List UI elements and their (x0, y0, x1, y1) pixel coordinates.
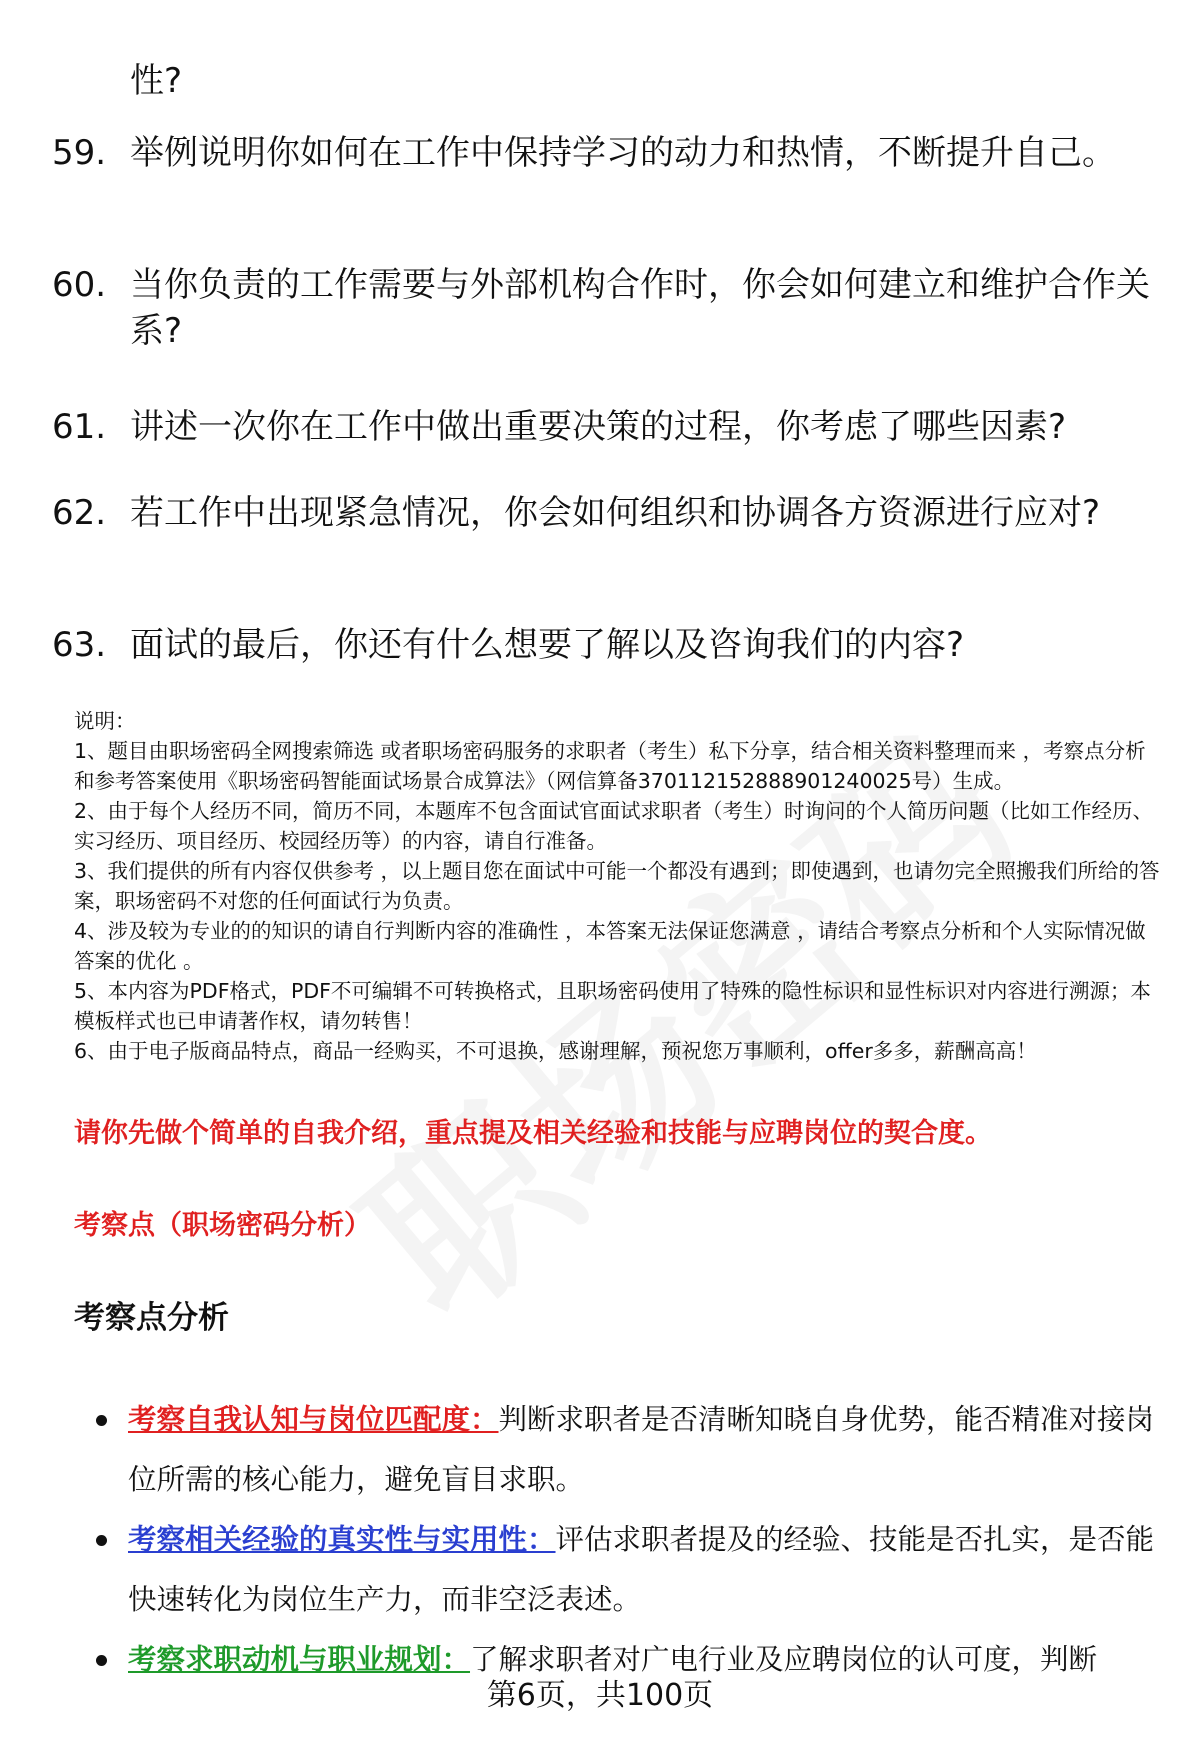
question-text: 面试的最后，你还有什么想要了解以及咨询我们的内容? (130, 625, 965, 665)
question-item (52, 622, 1152, 668)
question-item (52, 130, 1152, 176)
notes-item: 5、本内容为PDF格式，PDF不可编辑不可转换格式，且职场密码使用了特殊的隐性标识和显性标识对内容进行溯源；本模板样式也已申请著作权，请勿转售！ (74, 979, 1151, 1033)
question-number: 61. (52, 407, 107, 447)
question-number: 63. (52, 625, 107, 665)
notes-block (74, 706, 1164, 1066)
bullet-icon (96, 1415, 107, 1426)
notes-item: 3、我们提供的所有内容仅供参考 ，以上题目您在面试中可能一个都没有遇到；即使遇到，也请勿完全照搬我们所给的答案，职场密码不对您的任何面试行为负责。 (74, 859, 1160, 913)
notes-heading: 说明： (74, 709, 136, 733)
interview-question-title: 请你先做个简单的自我介绍，重点提及相关经验和技能与应聘岗位的契合度。 (74, 1118, 992, 1149)
question-number: 60. (52, 265, 107, 305)
question-item (52, 490, 1152, 536)
analysis-point: 考察相关经验的真实性与实用性： (128, 1523, 556, 1556)
notes-item: 2、由于每个人经历不同，简历不同，本题库不包含面试官面试求职者（考生）时询问的个人简历问题（比如工作经历、实习经历、项目经历、校园经历等）的内容，请自行准备。 (74, 799, 1154, 853)
page-footer: 第6页，共100页 (486, 1678, 714, 1713)
question-text: 举例说明你如何在工作中保持学习的动力和热情，不断提升自己。 (130, 133, 1116, 173)
analysis-item (96, 1390, 1156, 1510)
notes-item: 4、涉及较为专业的的知识的请自行判断内容的准确性 ，本答案无法保证您满意 ，请结合考察点分析和个人实际情况做答案的优化 。 (74, 919, 1146, 973)
question-item (52, 262, 1152, 354)
question-text: 若工作中出现紧急情况，你会如何组织和协调各方资源进行应对? (130, 493, 1101, 533)
question-continuation: 性? (130, 61, 183, 101)
analysis-desc: 了解求职者对广电行业及应聘岗位的认可度，判断 (470, 1643, 1098, 1676)
bullet-icon (96, 1535, 107, 1546)
point-subtitle: 考察点（职场密码分析） (74, 1210, 371, 1241)
analysis-point: 考察求职动机与职业规划： (128, 1643, 471, 1676)
analysis-point: 考察自我认知与岗位匹配度： (128, 1403, 499, 1436)
bullet-icon (96, 1655, 107, 1666)
question-number: 59. (52, 133, 107, 173)
question-text: 当你负责的工作需要与外部机构合作时，你会如何建立和维护合作关系? (130, 265, 1150, 351)
analysis-item (96, 1510, 1156, 1630)
analysis-desc: 评估求职者提及的经验、技能是否扎实，是否能快速转化为岗位生产力，而非空泛表述。 (128, 1523, 1155, 1616)
notes-item: 1、题目由职场密码全网搜索筛选 或者职场密码服务的求职者（考生）私下分享，结合相关资料整理而来 ，考察点分析和参考答案使用《职场密码智能面试场景合成算法》（网信算备370112152888901240025号）生成。 (74, 739, 1146, 793)
analysis-desc: 判断求职者是否清晰知晓自身优势，能否精准对接岗位所需的核心能力，避免盲目求职。 (128, 1403, 1155, 1496)
question-item (52, 404, 1152, 450)
analysis-list (96, 1390, 1156, 1690)
question-text: 讲述一次你在工作中做出重要决策的过程，你考虑了哪些因素? (130, 407, 1067, 447)
notes-item: 6、由于电子版商品特点，商品一经购买，不可退换，感谢理解，预祝您万事顺利，offer多多，薪酬高高！ (74, 1039, 1037, 1063)
analysis-section-title: 考察点分析 (74, 1300, 229, 1336)
question-number: 62. (52, 493, 107, 533)
